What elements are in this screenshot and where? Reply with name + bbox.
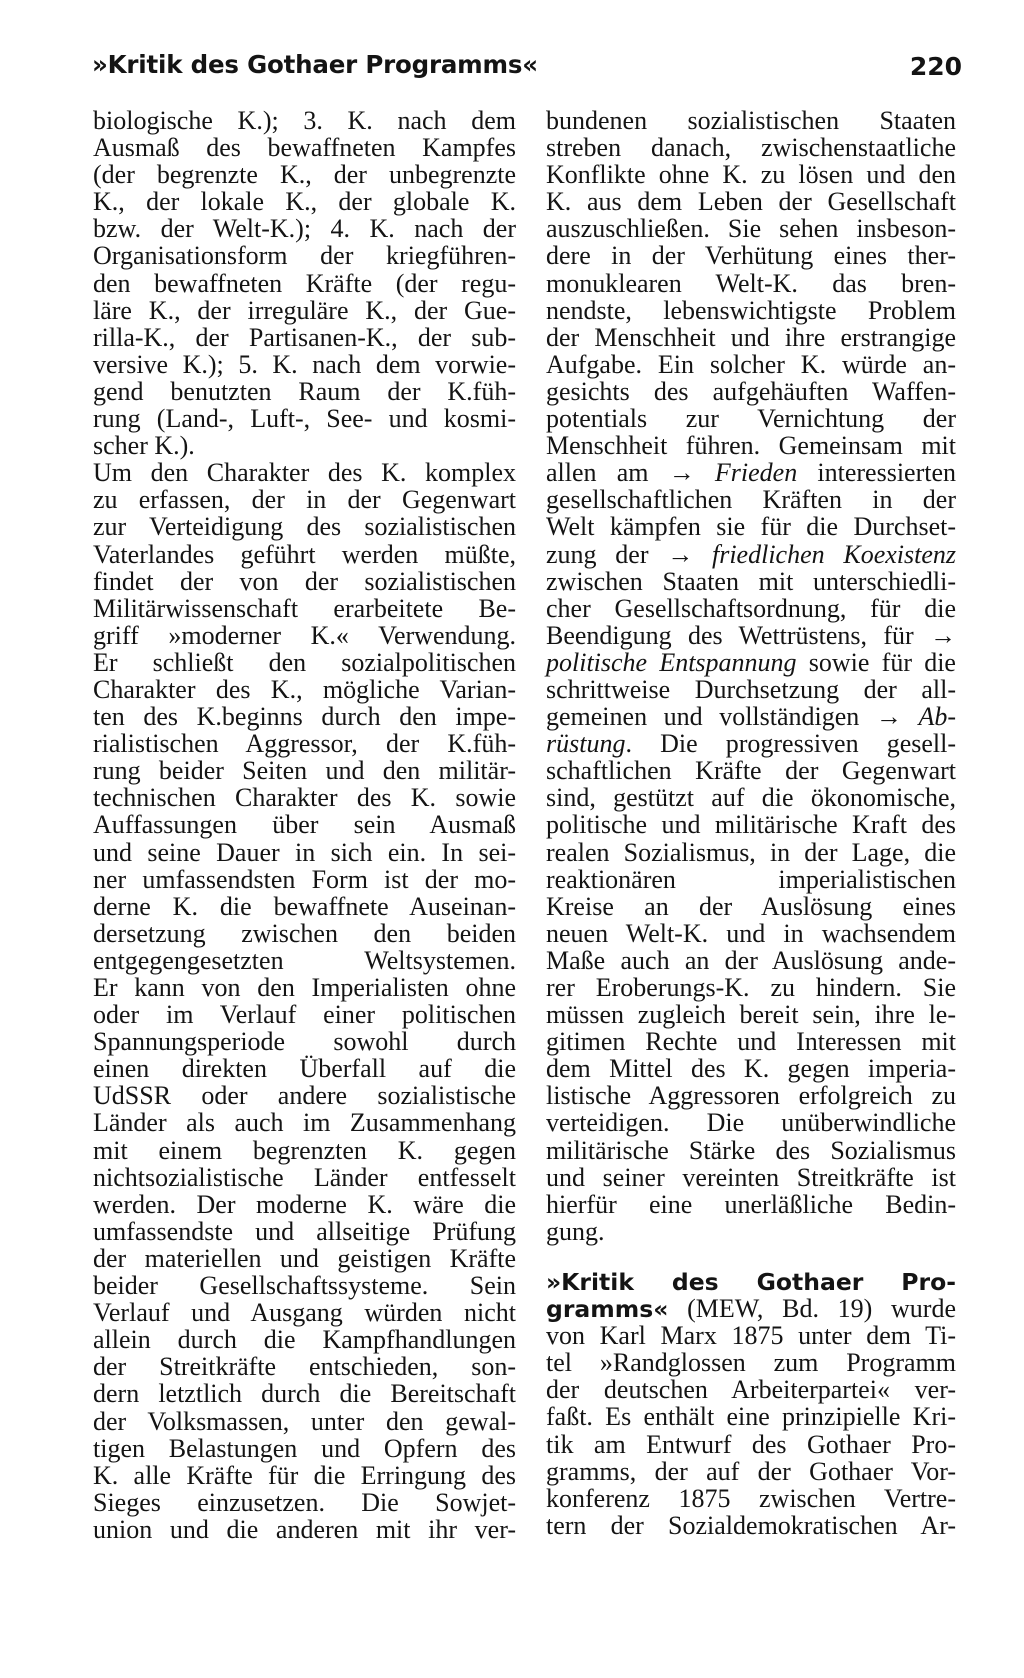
- text-line: union und die anderen mit ihr ver-: [93, 1514, 516, 1544]
- text-line: [546, 622, 956, 649]
- text-line: mit einem begrenzten K. gegen: [93, 1135, 516, 1165]
- text-line: technischen Charakter des K. sowie: [93, 783, 516, 813]
- cross-reference-arrow-icon: →: [875, 702, 902, 732]
- text-line: der Streitkräfte entschieden, son-: [93, 1352, 516, 1382]
- cross-reference-link[interactable]: friedlichen Koexistenz: [711, 539, 957, 569]
- text-line: [546, 730, 956, 757]
- text-line: schrittweise Durchsetzung der all-: [546, 674, 956, 704]
- text-line: politische und militärische Kraft des: [546, 810, 956, 840]
- text-line: hierfür eine unerläßliche Bedin-: [546, 1189, 956, 1219]
- text-segment: (MEW, Bd. 19) wurde: [668, 1294, 956, 1324]
- text-line: rilla-K., der Partisanen-K., der sub-: [93, 322, 516, 352]
- text-line: Maße auch an der Auslösung ande-: [546, 945, 956, 975]
- left-column: [93, 107, 516, 1543]
- text-line: Menschheit führen. Gemeinsam mit: [546, 431, 956, 461]
- text-line: dern letztlich durch die Bereitschaft: [93, 1379, 516, 1409]
- text-line: realen Sozialismus, in der Lage, die: [546, 837, 956, 867]
- text-line: zu erfassen, der in der Gegenwart: [93, 485, 516, 515]
- text-line: rer Eroberungs-K. zu hindern. Sie: [546, 973, 956, 1002]
- text-line: gend benutzten Raum der K.füh-: [93, 376, 516, 406]
- text-line: griff »moderner K.« Verwendung.: [93, 620, 516, 650]
- text-line: findet der von der sozialistischen: [93, 566, 516, 596]
- page-header: [92, 50, 962, 94]
- text-line: gung.: [546, 1216, 605, 1246]
- text-line: K. aus dem Leben der Gesellschaft: [546, 187, 956, 217]
- text-line: beider Gesellschaftssysteme. Sein: [93, 1271, 516, 1301]
- cross-reference-link[interactable]: Ab-: [918, 702, 956, 732]
- text-line: UdSSR oder andere sozialistische: [93, 1081, 516, 1111]
- text-line: Organisationsform der kriegführen-: [93, 241, 516, 271]
- text-line: listische Aggressoren erfolgreich zu: [546, 1081, 956, 1111]
- text-line: bzw. der Welt-K.); 4. K. nach der: [93, 214, 516, 244]
- text-line: biologische K.); 3. K. nach dem: [93, 106, 516, 135]
- text-line: Welt kämpfen sie für die Durchset-: [546, 512, 956, 542]
- text-line: Verlauf und Ausgang würden nicht: [93, 1298, 516, 1328]
- cross-reference-arrow-icon: →: [668, 458, 695, 488]
- text-line: tigen Belastungen und Opfern des: [93, 1433, 516, 1463]
- text-line: bundenen sozialistischen Staaten: [546, 106, 956, 135]
- text-line: militärische Stärke des Sozialismus: [546, 1135, 956, 1165]
- text-line: [546, 1295, 956, 1322]
- cross-reference-arrow-icon: →: [930, 620, 956, 650]
- text-line: rialistischen Aggressor, der K.füh-: [93, 729, 516, 759]
- text-line: K. alle Kräfte für die Erringung des: [93, 1460, 516, 1490]
- text-line: schaftlichen Kräfte der Gegenwart: [546, 756, 956, 786]
- text-segment: Beendigung des Wettrüstens, für: [546, 620, 930, 650]
- text-line: Spannungsperiode sowohl durch: [93, 1027, 516, 1057]
- text-line: verteidigen. Die unüberwindliche: [546, 1108, 956, 1138]
- text-line: rung (Land-, Luft-, See- und kosmi-: [93, 404, 516, 434]
- text-line: potentials zur Vernichtung der: [546, 404, 956, 434]
- text-line: gesichts des aufgehäuften Waffen-: [546, 376, 956, 406]
- text-line: scher K.).: [93, 431, 195, 461]
- text-line: umfassendste und allseitige Prüfung: [93, 1216, 516, 1246]
- text-line: Er kann von den Imperialisten ohne: [93, 973, 516, 1002]
- text-line: tel »Randglossen zum Programm: [546, 1348, 956, 1378]
- cross-reference-arrow-icon: →: [667, 539, 694, 569]
- text-line: Er schließt den sozialpolitischen: [93, 647, 516, 677]
- text-line: nendste, lebenswichtigste Problem: [546, 295, 956, 325]
- text-line: einen direkten Überfall auf die: [93, 1054, 516, 1084]
- cross-reference-link[interactable]: rüstung: [546, 729, 626, 759]
- text-line: oder im Verlauf einer politischen: [93, 1000, 516, 1030]
- running-head: »Kritik des Gothaer Programms«: [92, 50, 538, 79]
- text-line: [546, 649, 956, 676]
- text-line: (der begrenzte K., der unbegrenzte: [93, 160, 516, 190]
- cross-reference-link[interactable]: politische Entspannung: [546, 647, 797, 677]
- text-line: gitimen Rechte und Interessen mit: [546, 1027, 956, 1057]
- text-line: versive K.); 5. K. nach dem vorwie-: [93, 349, 516, 379]
- text-line: cher Gesellschaftsordnung, für die: [546, 593, 956, 623]
- text-segment: . Die progressiven gesell-: [625, 729, 956, 759]
- text-segment: interessierten: [797, 458, 957, 488]
- text-line: tern der Sozialdemokratischen Ar-: [546, 1510, 956, 1540]
- text-segment: allen am: [546, 458, 669, 488]
- text-line: dere in der Verhütung eines ther-: [546, 241, 956, 271]
- text-line: reaktionären imperialistischen: [546, 864, 956, 894]
- text-line: Um den Charakter des K. komplex: [93, 458, 516, 488]
- text-line: von Karl Marx 1875 unter dem Ti-: [546, 1321, 956, 1351]
- text-line: konferenz 1875 zwischen Vertre-: [546, 1483, 956, 1513]
- text-line: rung beider Seiten und den militär-: [93, 756, 516, 786]
- entry-headword-line: [546, 1268, 956, 1295]
- text-segment: sowie für die: [796, 647, 956, 677]
- text-line: ten des K.beginns durch den impe-: [93, 702, 516, 732]
- text-line: zur Verteidigung des sozialistischen: [93, 512, 516, 542]
- text-line: den bewaffneten Kräfte (der regu-: [93, 268, 516, 298]
- text-line: dersetzung zwischen den beiden: [93, 918, 516, 948]
- text-line: der Menschheit und ihre erstrangige: [546, 322, 956, 352]
- text-line: der deutschen Arbeiterpartei« ver-: [546, 1375, 956, 1405]
- page-number: 220: [909, 52, 962, 81]
- text-line: Auffassungen über sein Ausmaß: [93, 810, 516, 840]
- text-line: [546, 703, 956, 730]
- text-line: faßt. Es enthält eine prinzipielle Kri-: [546, 1402, 956, 1432]
- text-line: derne K. die bewaffnete Auseinan-: [93, 891, 516, 921]
- text-line: gesellschaftlichen Kräften in der: [546, 485, 956, 515]
- text-line: der materiellen und geistigen Kräfte: [93, 1243, 516, 1273]
- text-line: [546, 459, 956, 486]
- text-line: Länder als auch im Zusammenhang: [93, 1108, 516, 1138]
- entry-headword: gramms«: [546, 1295, 669, 1324]
- text-line: der Volksmassen, unter den gewal-: [93, 1406, 516, 1436]
- text-line: läre K., der irreguläre K., der Gue-: [93, 295, 516, 325]
- cross-reference-link[interactable]: Frieden: [714, 458, 798, 488]
- text-line: [546, 541, 956, 568]
- text-line: zwischen Staaten mit unterschiedli-: [546, 566, 956, 596]
- text-line: tik am Entwurf des Gothaer Pro-: [546, 1429, 956, 1459]
- text-line: streben danach, zwischenstaatliche: [546, 133, 956, 163]
- text-line: Aufgabe. Ein solcher K. würde an-: [546, 349, 956, 379]
- text-line: gramms, der auf der Gothaer Vor-: [546, 1456, 956, 1486]
- text-line: und seiner vereinten Streitkräfte ist: [546, 1162, 956, 1192]
- text-line: Kreise an der Auslösung eines: [546, 891, 956, 921]
- text-line: müssen zugleich bereit sein, ihre le-: [546, 1000, 956, 1030]
- text-line: ner umfassendsten Form ist der mo-: [93, 864, 516, 894]
- text-line: Sieges einzusetzen. Die Sowjet-: [93, 1487, 516, 1517]
- text-line: dem Mittel des K. gegen imperia-: [546, 1054, 956, 1084]
- text-line: werden. Der moderne K. wäre die: [93, 1189, 516, 1219]
- entry-headword: »Kritik des Gothaer Pro-: [546, 1267, 956, 1296]
- text-line: Vaterlandes geführt werden müßte,: [93, 539, 516, 569]
- right-column: [546, 107, 956, 1539]
- text-line: Militärwissenschaft erarbeitete Be-: [93, 593, 516, 623]
- text-line: monuklearen Welt-K. das bren-: [546, 268, 956, 298]
- text-line: neuen Welt-K. und in wachsendem: [546, 918, 956, 948]
- text-line: Charakter des K., mögliche Varian-: [93, 674, 516, 704]
- text-line: K., der lokale K., der globale K.: [93, 187, 516, 217]
- text-line: auszuschließen. Sie sehen insbeson-: [546, 214, 956, 244]
- text-segment: gemeinen und vollständigen: [546, 702, 876, 732]
- text-segment: zung der: [546, 539, 668, 569]
- text-line: Konflikte ohne K. zu lösen und den: [546, 160, 956, 190]
- text-line: entgegengesetzten Weltsystemen.: [93, 945, 516, 975]
- entry-separator: [546, 1245, 956, 1268]
- text-line: nichtsozialistische Länder entfesselt: [93, 1162, 516, 1192]
- text-line: und seine Dauer in sich ein. In sei-: [93, 837, 516, 867]
- text-line: Ausmaß des bewaffneten Kampfes: [93, 133, 516, 163]
- text-line: sind, gestützt auf die ökonomische,: [546, 783, 956, 813]
- text-line: allein durch die Kampfhandlungen: [93, 1325, 516, 1355]
